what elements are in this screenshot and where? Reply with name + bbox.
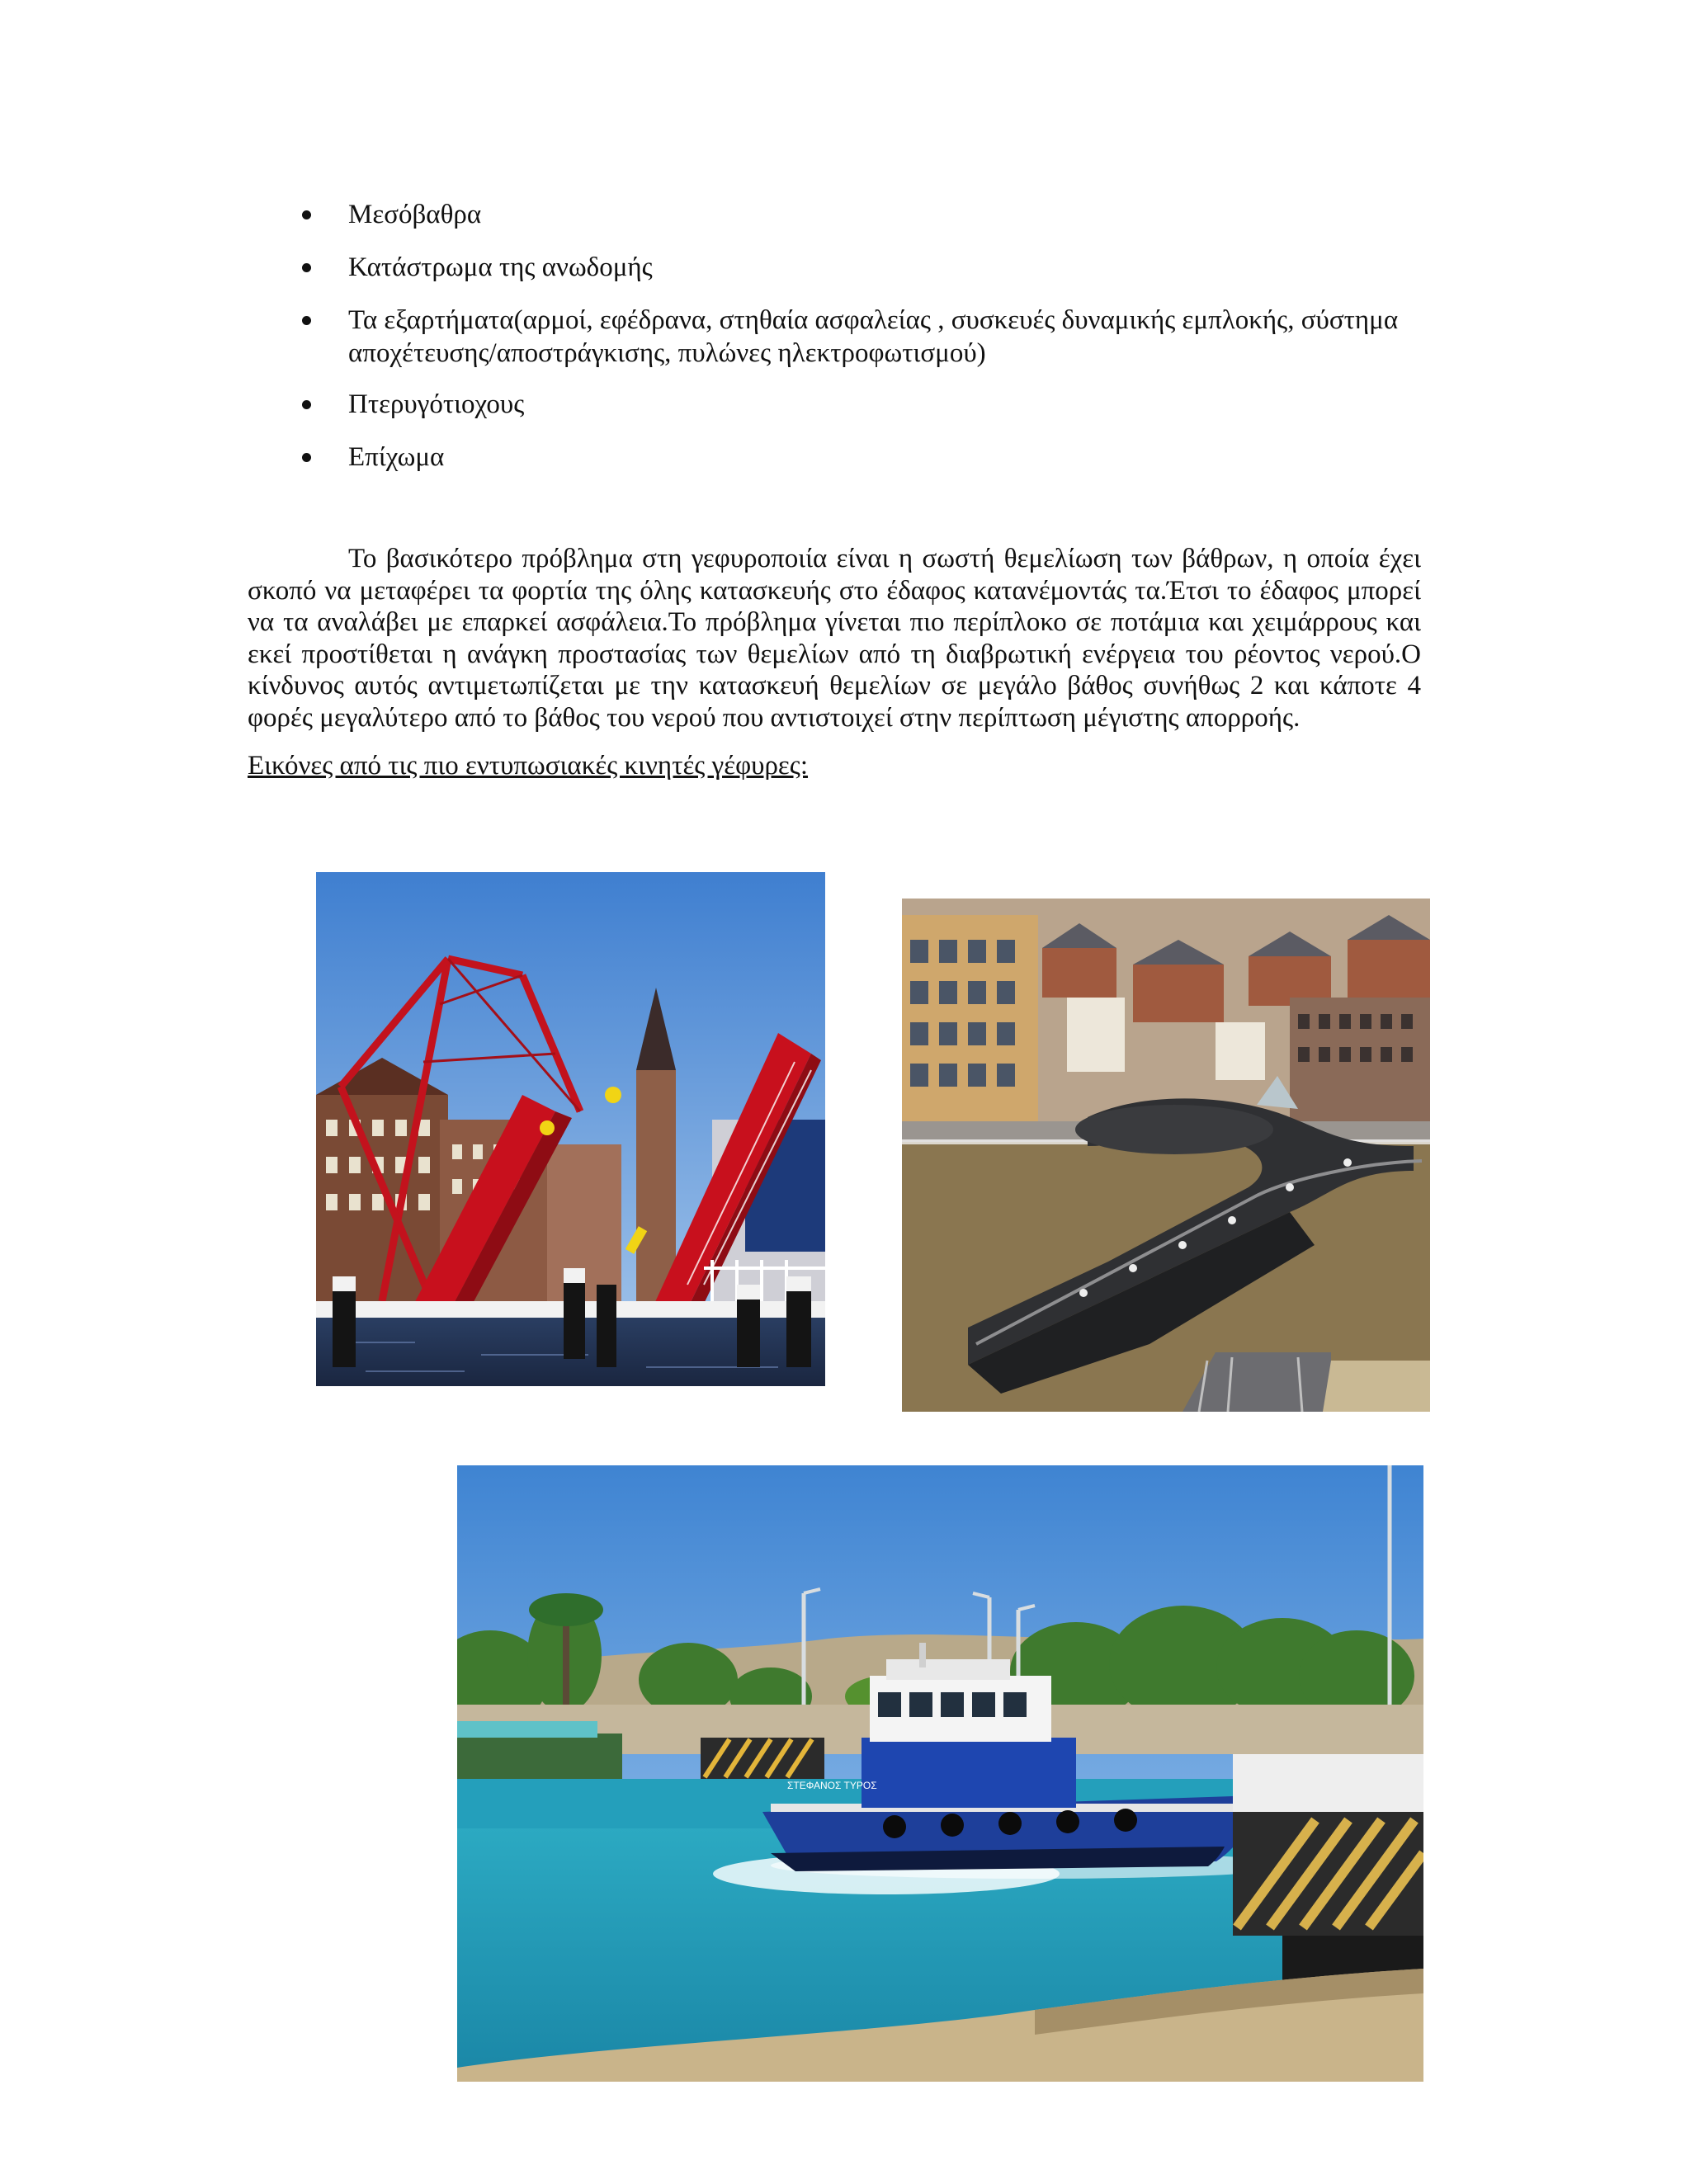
bullet-dot-icon <box>302 263 311 272</box>
list-item-text: Πτερυγότιοχους <box>348 389 525 419</box>
bullet-dot-icon <box>302 453 311 462</box>
red-bascule-bridge-photo <box>316 872 825 1386</box>
list-item <box>248 251 1444 284</box>
list-item <box>248 388 1444 421</box>
images-caption: Εικόνες από τις πιο εντυπωσιακές κινητές γέφυρες: <box>248 751 809 781</box>
list-item <box>248 441 1444 474</box>
list-item <box>248 304 1444 370</box>
body-paragraph <box>248 543 1421 734</box>
list-item-text: Τα εξαρτήματα(αρμοί, εφέδρανα, στηθαία ασφαλείας , συσκευές δυναμικής εμπλοκής, σύστημα αποχέτευσης/αποστράγκισης, πυλώνες ηλεκτροφωτισμού) <box>348 305 1399 368</box>
list-item-text: Κατάστρωμα της ανωδομής <box>348 252 653 282</box>
list-item <box>248 198 1444 231</box>
body-paragraph-text: Το βασικότερο πρόβλημα στη γεφυροποιία είναι η σωστή θεμελίωση των βάθρων, η οποία έχει σκοπό να μεταφέρει τα φορτία της όλης κατασκευής στο έδαφος κατανέμοντάς τα.Έτσι το έδαφος μπορεί να τα αναλάβει με επαρκεί ασφάλεια.Το πρόβλημα γίνεται πιο περίπλοκο σε ποτάμια και χειμάρρους και εκεί προστίθεται η ανάγκη προστασίας των θεμελίων από τη διαβρωτική ενέργεια του ρέοντος νερού.Ο κίνδυνος αυτός αντιμετωπίζεται με την κατασκευή θεμελίων σε μεγάλο βάθος συνήθως 2 και κάποτε 4 φορές μεγαλύτερο από το βάθος του νερού που αντιστοιχεί στην περίπτωση μέγιστης απορροής. <box>248 544 1421 733</box>
bullet-dot-icon <box>302 400 311 409</box>
list-item-text: Μεσόβαθρα <box>348 200 482 229</box>
curved-swing-footbridge-photo <box>902 899 1430 1412</box>
bullet-dot-icon <box>302 316 311 325</box>
boat-in-canal-photo <box>457 1465 1423 2082</box>
bullet-dot-icon <box>302 210 311 219</box>
list-item-text: Επίχωμα <box>348 442 445 472</box>
bullet-list <box>248 198 1444 493</box>
boat-name-text: ΣΤΕΦΑΝΟΣ ΤΥΡΟΣ <box>787 1780 877 1791</box>
